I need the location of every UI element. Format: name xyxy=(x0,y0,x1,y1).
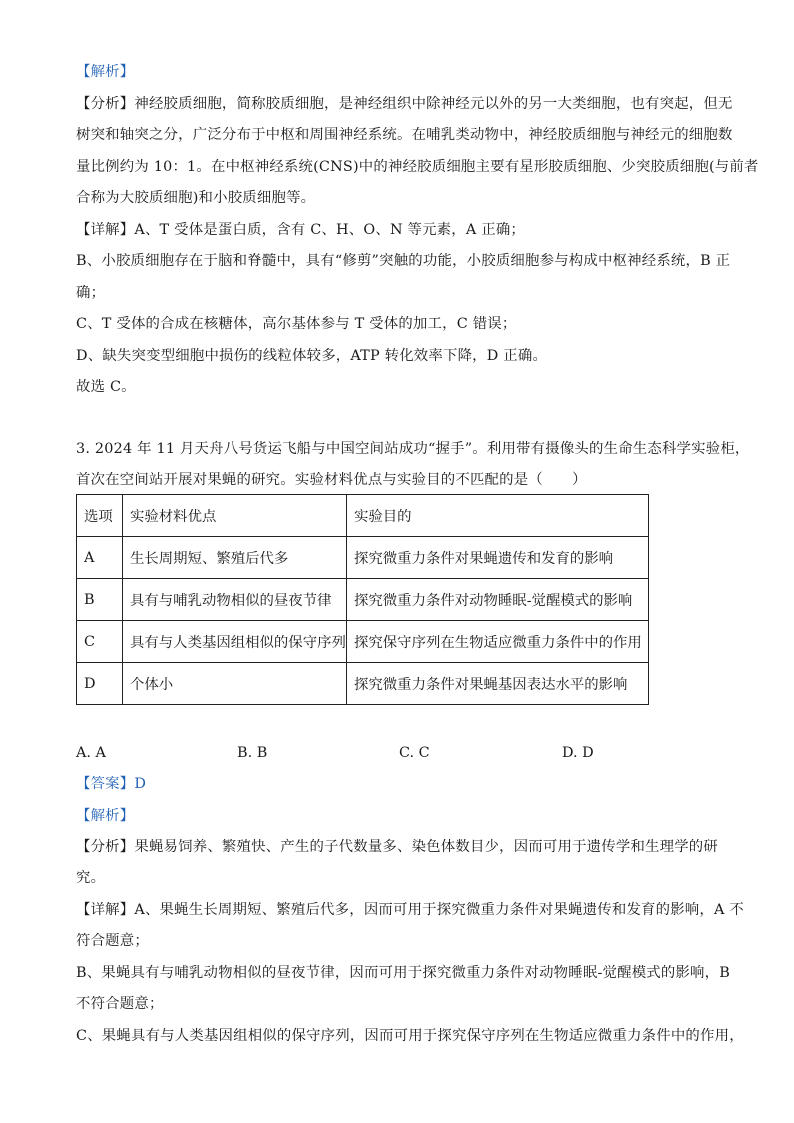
table-cell: 个体小 xyxy=(123,663,347,705)
table-row xyxy=(77,621,649,663)
table-cell: 探究保守序列在生物适应微重力条件中的作用 xyxy=(347,621,649,663)
analysis-paragraph: 合称为大胶质细胞)和小胶质细胞等。 xyxy=(76,190,316,206)
table-cell: 具有与哺乳动物相似的昼夜节律 xyxy=(123,579,347,621)
table-header-row xyxy=(77,495,649,537)
detail-paragraph: 符合题意； xyxy=(76,933,149,949)
choice-b: B. B xyxy=(237,745,268,761)
detail-paragraph: D、缺失突变型细胞中损伤的线粒体较多，ATP 转化效率下降，D 正确。 xyxy=(76,348,548,364)
table-header-cell: 实验目的 xyxy=(347,495,649,537)
detail-paragraph: 确； xyxy=(76,285,106,301)
choice-d: D. D xyxy=(562,745,594,761)
detail-paragraph: C、T 受体的合成在核糖体，高尔基体参与 T 受体的加工，C 错误； xyxy=(76,316,517,332)
table-cell: 探究微重力条件对动物睡眠-觉醒模式的影响 xyxy=(347,579,649,621)
detail-paragraph: 【详解】A、T 受体是蛋白质，含有 C、H、O、N 等元素，A 正确； xyxy=(76,222,526,238)
question-stem: 3. 2024 年 11 月天舟八号货运飞船与中国空间站成功“握手”。利用带有摄像头的生命生态科学实验柜， xyxy=(76,441,750,457)
detail-paragraph: 【详解】A、果蝇生长周期短、繁殖后代多，因而可用于探究微重力条件对果蝇遗传和发育的影响，A 不 xyxy=(76,902,744,918)
detail-paragraph: 故选 C。 xyxy=(76,379,136,395)
table-cell: 探究微重力条件对果蝇遗传和发育的影响 xyxy=(347,537,649,579)
options-table xyxy=(76,494,649,705)
detail-paragraph: 不符合题意； xyxy=(76,996,164,1012)
choice-a: A. A xyxy=(76,745,106,761)
table-cell: B xyxy=(77,579,123,621)
table-cell: D xyxy=(77,663,123,705)
detail-paragraph: B、果蝇具有与哺乳动物相似的昼夜节律，因而可用于探究微重力条件对动物睡眠-觉醒模式的影响，B xyxy=(76,965,731,981)
analysis-paragraph: 【分析】神经胶质细胞，简称胶质细胞，是神经组织中除神经元以外的另一大类细胞，也有突起，但无 xyxy=(76,96,733,112)
table-cell: 具有与人类基因组相似的保守序列 xyxy=(123,621,347,663)
table-row xyxy=(77,537,649,579)
analysis-paragraph: 量比例约为 10：1。在中枢神经系统(CNS)中的神经胶质细胞主要有星形胶质细胞、少突胶质细胞(与前者 xyxy=(76,159,759,175)
table-cell: A xyxy=(77,537,123,579)
table-cell: C xyxy=(77,621,123,663)
table-row xyxy=(77,579,649,621)
detail-paragraph: C、果蝇具有与人类基因组相似的保守序列，因而可用于探究保守序列在生物适应微重力条件中的作用， xyxy=(76,1028,744,1044)
table-row xyxy=(77,663,649,705)
answer-label: 【答案】D xyxy=(76,776,147,792)
question-stem: 首次在空间站开展对果蝇的研究。实验材料优点与实验目的不匹配的是（ ） xyxy=(76,472,587,488)
analysis-heading: 【解析】 xyxy=(76,64,135,80)
choice-c: C. C xyxy=(399,745,430,761)
table-cell: 生长周期短、繁殖后代多 xyxy=(123,537,347,579)
analysis-paragraph: 树突和轴突之分，广泛分布于中枢和周围神经系统。在哺乳类动物中，神经胶质细胞与神经元的细胞数 xyxy=(76,127,733,143)
table-cell: 探究微重力条件对果蝇基因表达水平的影响 xyxy=(347,663,649,705)
table-header-cell: 选项 xyxy=(77,495,123,537)
table-header-cell: 实验材料优点 xyxy=(123,495,347,537)
analysis-paragraph: 【分析】果蝇易饲养、繁殖快、产生的子代数量多、染色体数目少，因而可用于遗传学和生理学的研 xyxy=(76,839,718,855)
analysis-paragraph: 究。 xyxy=(76,870,106,886)
detail-paragraph: B、小胶质细胞存在于脑和脊髓中，具有“修剪”突触的功能，小胶质细胞参与构成中枢神经系统，B 正 xyxy=(76,253,731,269)
analysis-heading: 【解析】 xyxy=(76,808,135,824)
